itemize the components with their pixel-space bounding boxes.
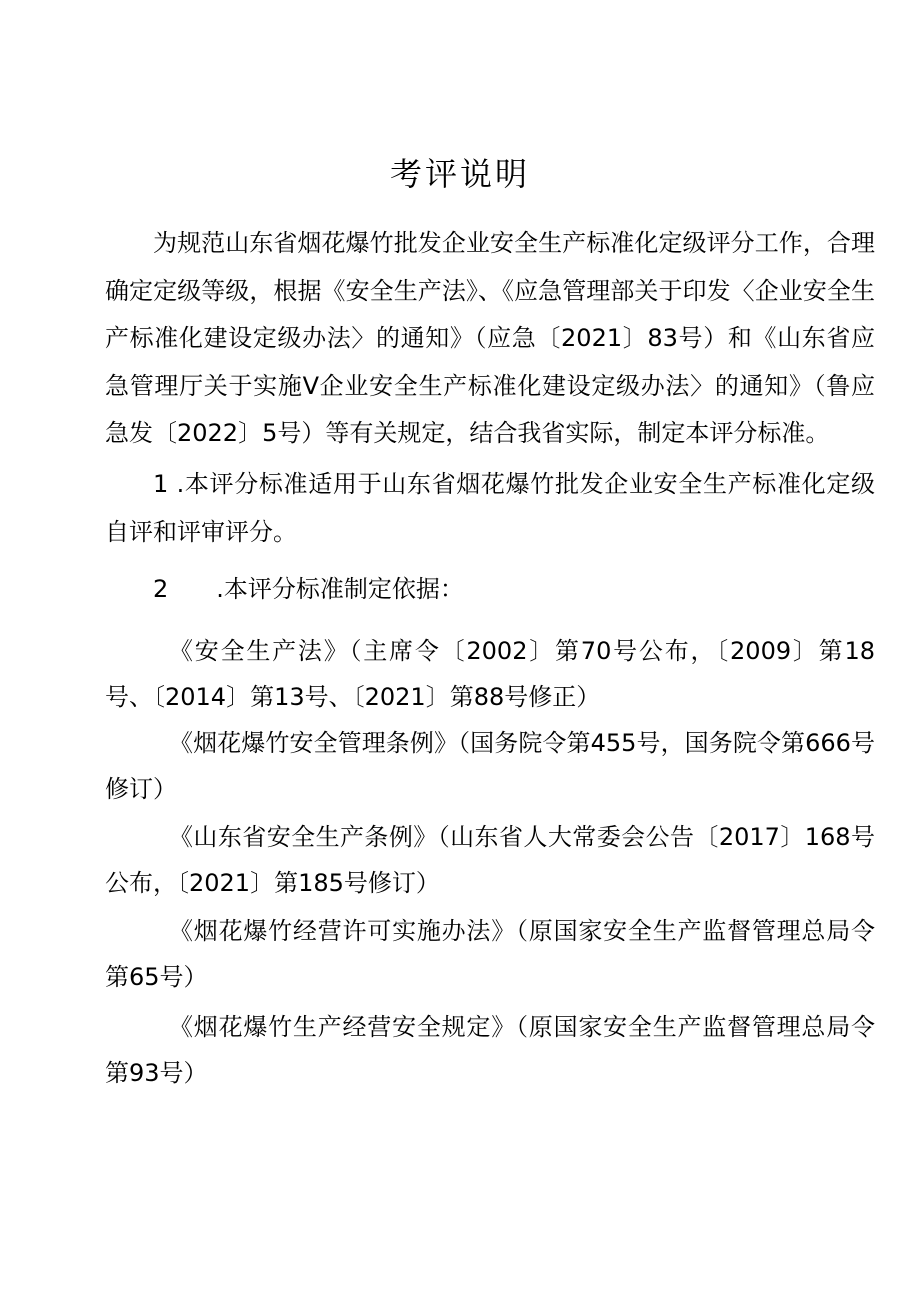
page-title: 考评说明 bbox=[389, 155, 530, 193]
reference-item: 《安全生产法》（主席令〔2002〕第70号公布，〔2009〕第18号、〔2014〕第13号、〔2021〕第88号修正） bbox=[105, 637, 875, 711]
intro-paragraph: 为规范山东省烟花爆竹批发企业安全生产标准化定级评分工作，合理确定定级等级，根据《安全生产法》、《应急管理部关于印发〈企业安全生产标准化建设定级办法〉的通知》（应急〔2021〕83号）和《山东省应急管理厅关于实施V企业安全生产标准化建设定级办法〉的通知》（鲁应急发〔2022〕5号）等有关规定，结合我省实际，制定本评分标准。 bbox=[105, 229, 875, 447]
reference-item: 《山东省安全生产条例》（山东省人大常委会公告〔2017〕168号公布，〔2021〕第185号修订） bbox=[105, 823, 875, 897]
reference-item: 《烟花爆竹生产经营安全规定》（原国家安全生产监督管理总局令第93号） bbox=[105, 1013, 875, 1087]
reference-item: 《烟花爆竹安全管理条例》（国务院令第455号，国务院令第666号修订） bbox=[105, 729, 875, 803]
clause-2: 2 .本评分标准制定依据： bbox=[153, 575, 464, 603]
clause-1: 1 .本评分标准适用于山东省烟花爆竹批发企业安全生产标准化定级自评和评审评分。 bbox=[105, 470, 875, 546]
reference-item: 《烟花爆竹经营许可实施办法》（原国家安全生产监督管理总局令第65号） bbox=[105, 917, 875, 991]
